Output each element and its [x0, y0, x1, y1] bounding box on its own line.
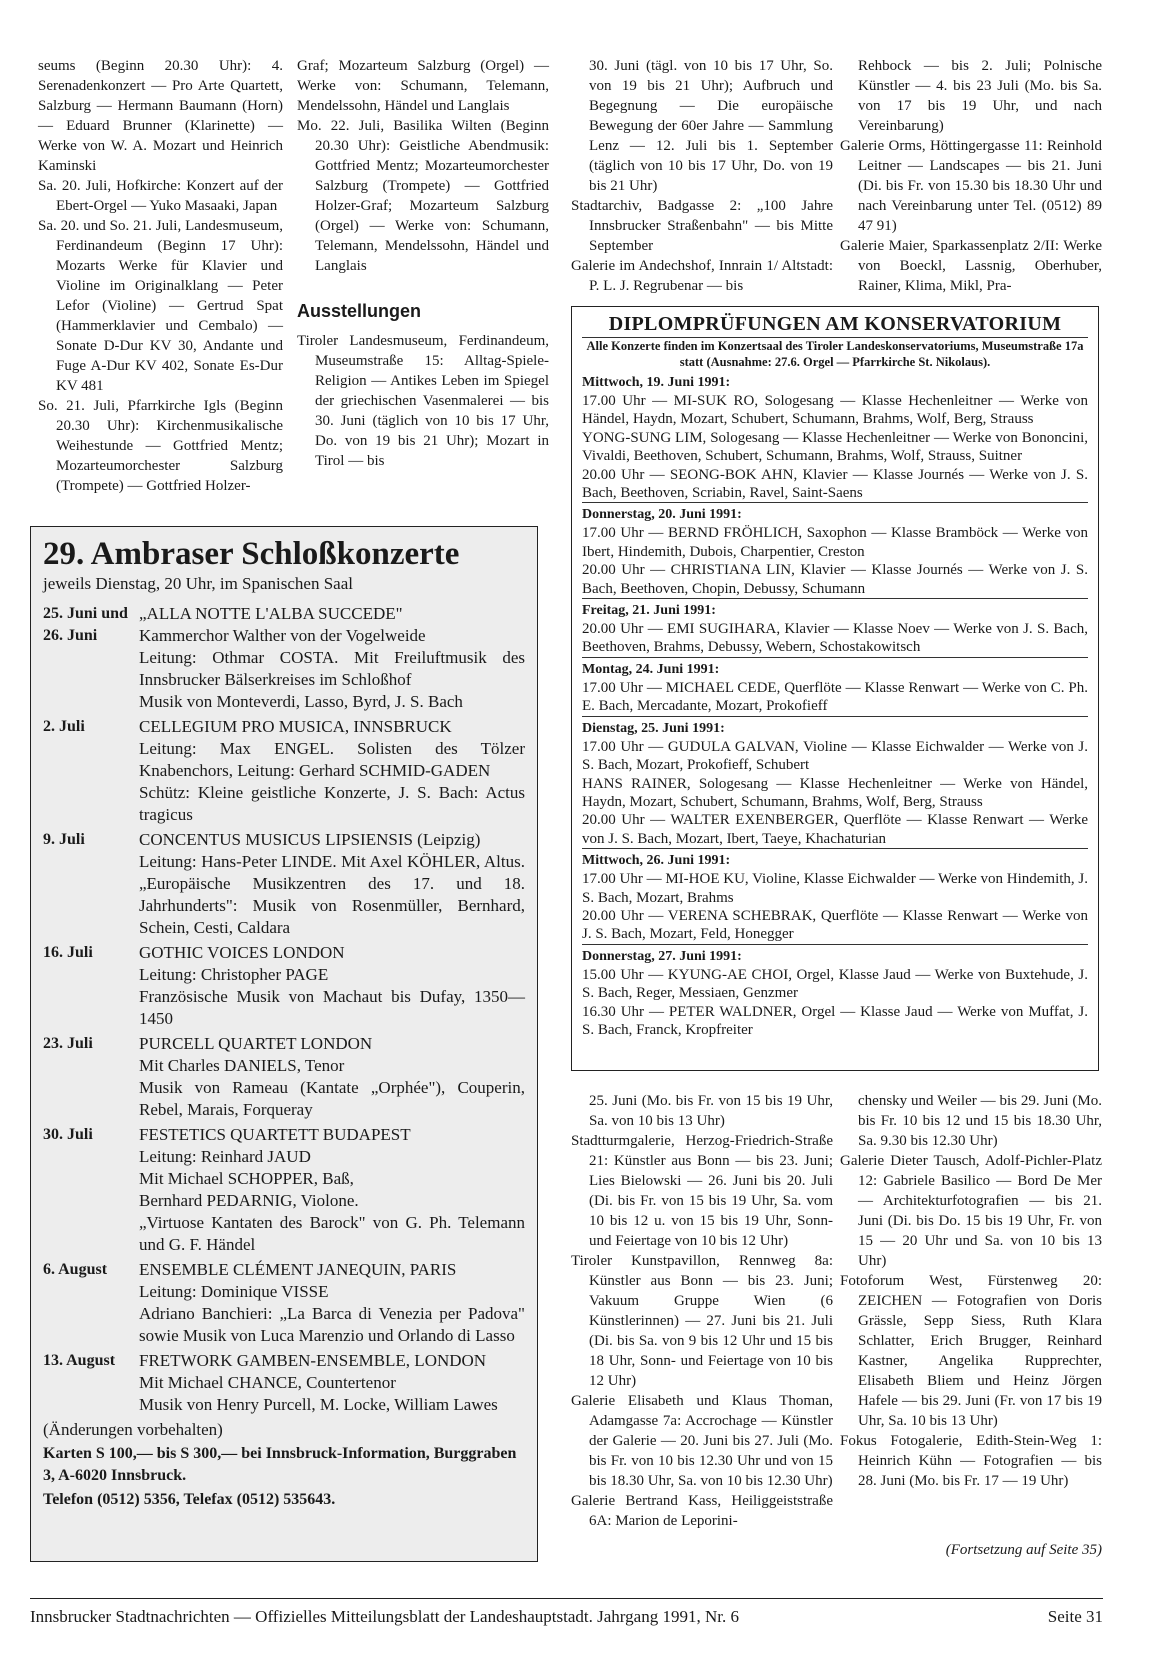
event-date: 13. August [43, 1352, 116, 1369]
event-line: Leitung: Dominique VISSE [139, 1282, 329, 1301]
exam-entry: 17.00 Uhr — GUDULA GALVAN, Violine — Klasse Eichwalder — Werke von J. S. Bach, Mozart, Prokofieff, Schubert [582, 738, 1088, 774]
divider [582, 848, 1088, 849]
column-6 [840, 1091, 1102, 1491]
exam-entry: 17.00 Uhr — MI-HOE KU, Violine, Klasse Eichwalder — Werke von Hindemith, J. S. Bach, Mozart, Brahms [582, 871, 1089, 906]
paragraph: Galerie Dieter Tausch, Adolf-Pichler-Platz 12: Gabriele Basilico — Bord De Mer — Architekturfotografien — bis 21. Juni (Di. bis Do. 15 bis 19 Uhr, Fr. von 15 — 20 Uhr und Sa. von 10 bis 13 Uhr) [840, 1153, 1102, 1269]
paragraph: Graf; Mozarteum Salzburg (Orgel) — Werke von: Schumann, Telemann, Mendelssohn, Händel und Langlais [297, 58, 549, 114]
exam-day-heading: Dienstag, 25. Juni 1991: [582, 720, 725, 736]
event-line: Kammerchor Walther von der Vogelweide [139, 626, 426, 645]
event-line: Mit Michael CHANCE, Countertenor [139, 1373, 396, 1392]
event-line: FRETWORK GAMBEN-ENSEMBLE, LONDON [139, 1351, 487, 1370]
event-row [43, 1033, 525, 1121]
exam-day-heading: Mittwoch, 26. Juni 1991: [582, 853, 731, 869]
event-line: Musik von Monteverdi, Lasso, Byrd, J. S. Bach [139, 692, 463, 711]
divider [582, 657, 1088, 658]
exam-schedule [582, 374, 1088, 1039]
page-number: Seite 31 [1047, 1607, 1103, 1626]
event-date: 16. Juli [43, 944, 93, 961]
paragraph: Tiroler Kunstpavillon, Rennweg 8a: Künstler aus Bonn — bis 23. Juni; Vakuum Gruppe Wien (6 Künstlerinnen) — 27. Juni bis 21. Juli (Di. bis Sa. von 9 bis 12 Uhr und 15 bis 18 Uhr, Sonn- und Feiertage von 10 bis 12 Uhr) [571, 1253, 833, 1389]
event-line: „Virtuose Kantaten des Barock" von G. Ph. Telemann und G. F. Händel [139, 1213, 525, 1254]
paragraph: Galerie Maier, Sparkassenplatz 2/II: Werke von Boeckl, Lassnig, Oberhuber, Rainer, Klima, Mikl, Pra- [840, 238, 1102, 294]
event-line: Leitung: Othmar COSTA. Mit Freiluftmusik des Innsbrucker Bälserkreises im Schloßhof [139, 648, 525, 689]
event-line: Adriano Banchieri: „La Barca di Venezia per Padova" sowie Musik von Luca Marenzio und Orlando di Lasso [139, 1304, 525, 1345]
event-line: Leitung: Hans-Peter LINDE. Mit Axel KÖHLER, Altus. „Europäische Musikzentren des 17. und 18. Jahrhunderts": Musik von Rosenmüller, Bernhard, Schein, Cesti, Caldara [139, 852, 525, 937]
event-line: FESTETICS QUARTETT BUDAPEST [139, 1125, 411, 1144]
exam-entry: 20.00 Uhr — VERENA SCHEBRAK, Querflöte — Klasse Renwart — Werke von J. S. Bach, Mozart, Feld, Honegger [582, 907, 1088, 943]
event-line: GOTHIC VOICES LONDON [139, 943, 345, 962]
paragraph: Galerie Elisabeth und Klaus Thoman, Adamgasse 7a: Accrochage — Künstler der Galerie — 20. Juni bis 27. Juli (Mo. bis Fr. von 10 bis 12.30 Uhr und von 15 bis 18.30 Uhr, Sa. von 10 bis 12.30 Uhr) [571, 1393, 833, 1489]
paragraph: Galerie Bertrand Kass, Heiliggeiststraße 6A: Marion de Leporini- [571, 1493, 833, 1529]
box-intro: Alle Konzerte finden im Konzertsaal des Tiroler Landeskonservatoriums, Museumstraße 17a statt (Ausnahme: 27.6. Orgel — Pfarrkirche St. Nikolaus). [586, 339, 1084, 369]
footer-publication: Innsbrucker Stadtnachrichten — Offizielles Mitteilungsblatt der Landeshauptstadt. Jahrgang 1991, Nr. 6 [30, 1607, 739, 1626]
event-row [43, 829, 525, 939]
exam-entry: 17.00 Uhr — MICHAEL CEDE, Querflöte — Klasse Renwart — Werke von C. Ph. E. Bach, Mercadante, Mozart, Prokofieff [582, 679, 1088, 715]
event-date: 23. Juli [43, 1035, 93, 1052]
paragraph: Fokus Fotogalerie, Edith-Stein-Weg 1: Heinrich Kühn — Fotografien — bis 28. Juni (Mo. bis Fr. 17 — 19 Uhr) [840, 1433, 1102, 1489]
event-line: Leitung: Reinhard JAUD [139, 1147, 311, 1166]
event-line: ENSEMBLE CLÉMENT JANEQUIN, PARIS [139, 1260, 457, 1279]
ticket-info: Karten S 100,— bis S 300,— bei Innsbruck-Information, Burggraben 3, A-6020 Innsbruck. [43, 1445, 517, 1484]
exam-entry: 20.00 Uhr — SEONG-BOK AHN, Klavier — Klasse Journés — Werke von J. S. Bach, Beethoven, Scriabin, Ravel, Saint-Saens [582, 466, 1088, 502]
exam-entry: 15.00 Uhr — KYUNG-AE CHOI, Orgel, Klasse Jaud — Werke von Buxtehude, J. S. Bach, Reger, Messiaen, Genzmer [582, 966, 1088, 1002]
exam-entry: 20.00 Uhr — CHRISTIANA LIN, Klavier — Klasse Journés — Werke von J. S. Bach, Beethoven, Chopin, Debussy, Schumann [582, 562, 1088, 597]
exam-entry: 16.30 Uhr — PETER WALDNER, Orgel — Klasse Jaud — Werke von Muffat, J. S. Bach, Franck, Kropfreiter [582, 1003, 1088, 1038]
paragraph: Galerie im Andechshof, Innrain 1/ Altstadt: P. L. J. Regrubenar — bis [571, 258, 833, 294]
event-line: CELLEGIUM PRO MUSICA, INNSBRUCK [139, 717, 452, 736]
exam-day-heading: Freitag, 21. Juni 1991: [582, 603, 716, 619]
event-line: Mit Charles DANIELS, Tenor [139, 1056, 345, 1075]
event-line: Mit Michael SCHOPPER, Baß, [139, 1169, 354, 1188]
section-heading: Ausstellungen [297, 301, 422, 321]
exam-entry: HANS RAINER, Sologesang — Klasse Hechenleitner — Werke von Händel, Haydn, Mozart, Schubert, Schumann, Brahms, Wolf, Berg, Strauss [582, 775, 1088, 810]
event-line: Schütz: Kleine geistliche Konzerte, J. S. Bach: Actus tragicus [139, 783, 525, 824]
paragraph: Rehbock — bis 2. Juli; Polnische Künstler — 4. bis 23 Juli (Mo. bis Sa. von 17 bis 19 Uhr, und nach Vereinbarung) [858, 58, 1102, 134]
box-subtitle: jeweils Dienstag, 20 Uhr, im Spanischen Saal [43, 574, 353, 593]
exam-day-heading: Montag, 24. Juni 1991: [582, 661, 720, 677]
event-date: 6. August [43, 1261, 108, 1278]
event-line: Musik von Henry Purcell, M. Locke, William Lawes [139, 1395, 498, 1414]
paragraph: seums (Beginn 20.30 Uhr): 4. Serenadenkonzert — Pro Arte Quartett, Salzburg — Hermann Baumann (Horn) — Eduard Brunner (Klarinette) — Werke von W. A. Mozart und Heinrich Kaminski [38, 58, 283, 174]
column-1 [38, 56, 283, 496]
column-5 [571, 1091, 833, 1531]
changes-note: (Änderungen vorbehalten) [43, 1420, 223, 1439]
event-line: Leitung: Max ENGEL. Solisten des Tölzer Knabenchors, Leitung: Gerhard SCHMID-GADEN [139, 739, 525, 780]
paragraph: So. 21. Juli, Pfarrkirche Igls (Beginn 20.30 Uhr): Kirchenmusikalische Weihestunde — Gottfried Mentz; Mozarteumorchester Salzburg (Trompete) — Gottfried Holzer- [38, 398, 283, 494]
event-line: CONCENTUS MUSICUS LIPSIENSIS (Leipzig) [139, 830, 481, 849]
page-footer [30, 1598, 1103, 1629]
column-4 [840, 56, 1102, 296]
event-row [43, 716, 525, 826]
exam-entry: 17.00 Uhr — MI-SUK RO, Sologesang — Klasse Hechenleitner — Werke von Händel, Haydn, Mozart, Schubert, Schumann, Brahms, Wolf, Berg, Strauss [582, 393, 1088, 428]
paragraph: Stadtturmgalerie, Herzog-Friedrich-Straße 21: Künstler aus Bonn — bis 23. Juni; Lies Bielowski — 26. Juni bis 20. Juli (Di. bis Fr. von 15 bis 19 Uhr, Sa. vom 10 bis 12 u. von 15 bis 19 Uhr, Sonn- und Feiertage von 10 bis 12 Uhr) [571, 1133, 833, 1249]
divider [582, 502, 1088, 503]
column-2 [297, 56, 549, 471]
exam-entry: 20.00 Uhr — EMI SUGIHARA, Klavier — Klasse Noev — Werke von J. S. Bach, Beethoven, Brahms, Debussy, Webern, Schostakowitsch [582, 621, 1088, 656]
column-3 [571, 56, 833, 296]
box-title: DIPLOMPRÜFUNGEN AM KONSERVATORIUM [608, 313, 1062, 335]
exam-entry: 17.00 Uhr — BERND FRÖHLICH, Saxophon — Klasse Bramböck — Werke von Ibert, Hindemith, Dubois, Charpentier, Creston [582, 525, 1088, 560]
exam-entry: YONG-SUNG LIM, Sologesang — Klasse Hechenleitner — Werke von Bononcini, Vivaldi, Beethoven, Schubert, Schumann, Brahms, Wolf, Strauss, Suitner [582, 429, 1088, 465]
paragraph: Sa. 20. und So. 21. Juli, Landesmuseum, Ferdinandeum (Beginn 17 Uhr): Mozarts Werke für Klavier und Violine im Originalklang — Peter Lefor (Violine) — Gertrud Spat (Hammerklavier und Cembalo) — Sonate D-Dur KV 30, Andante und Fuge A-Dur KV 402, Sonate Es-Dur KV 481 [38, 218, 283, 394]
phone-info: Telefon (0512) 5356, Telefax (0512) 535643. [43, 1491, 336, 1508]
event-row [43, 1259, 525, 1347]
paragraph: Tiroler Landesmuseum, Ferdinandeum, Museumstraße 15: Alltag-Spiele-Religion — Antikes Leben im Spiegel der griechischen Vasenmalerei — bis 30. Juni (täglich von 10 bis 17 Uhr, Do. von 19 bis 21 Uhr); Mozart in Tirol — bis [297, 333, 549, 469]
exam-day-heading: Mittwoch, 19. Juni 1991: [582, 375, 731, 390]
paragraph: chensky und Weiler — bis 29. Juni (Mo. bis Fr. 10 bis 12 und 15 bis 18.30 Uhr, Sa. 9.30 bis 12.30 Uhr) [858, 1093, 1102, 1149]
divider [582, 598, 1088, 599]
event-line: „ALLA NOTTE L'ALBA SUCCEDE" [139, 604, 403, 623]
paragraph: Stadtarchiv, Badgasse 2: „100 Jahre Innsbrucker Straßenbahn" — bis Mitte September [571, 198, 833, 254]
event-line: Französische Musik von Machaut bis Dufay, 1350— 1450 [139, 987, 525, 1028]
exam-entry: 20.00 Uhr — WALTER EXENBERGER, Querflöte — Klasse Renwart — Werke von J. S. Bach, Mozart, Ibert, Taeye, Khachaturian [582, 812, 1088, 847]
event-line: PURCELL QUARTET LONDON [139, 1034, 373, 1053]
paragraph: Mo. 22. Juli, Basilika Wilten (Beginn 20.30 Uhr): Geistliche Abendmusik: Gottfried Mentz; Mozarteumorchester Salzburg (Trompete) — Gottfried Holzer-Graf; Mozarteum Salzburg (Orgel) — Werke von: Schumann, Telemann, Mendelssohn, Händel und Langlais [297, 118, 549, 274]
event-row [43, 603, 525, 713]
continued-note: (Fortsetzung auf Seite 35) [945, 1542, 1102, 1558]
box-title: 29. Ambraser Schloßkonzerte [43, 536, 460, 572]
exam-day-heading: Donnerstag, 27. Juni 1991: [582, 948, 742, 964]
event-line: Leitung: Christopher PAGE [139, 965, 329, 984]
event-row [43, 1350, 525, 1416]
divider [582, 944, 1088, 945]
event-date: 9. Juli [43, 831, 85, 848]
paragraph: Galerie Orms, Höttingergasse 11: Reinhold Leitner — Landscapes — bis 21. Juni (Di. bis Fr. von 15.30 bis 18.30 Uhr und nach Vereinbarung unter Tel. (0512) 89 47 91) [840, 138, 1102, 234]
exam-day-heading: Donnerstag, 20. Juni 1991: [582, 507, 742, 523]
event-list [43, 603, 525, 1416]
paragraph: Sa. 20. Juli, Hofkirche: Konzert auf der Ebert-Orgel — Yuko Masaaki, Japan [38, 178, 283, 214]
event-date: 2. Juli [43, 718, 85, 735]
event-date: 25. Juni und 26. Juni [43, 605, 128, 644]
event-row [43, 1124, 525, 1256]
event-line: Musik von Rameau (Kantate „Orphée"), Couperin, Rebel, Marais, Forqueray [139, 1078, 525, 1119]
paragraph: Fotoforum West, Fürstenweg 20: ZEICHEN — Fotografien von Doris Grässle, Sepp Siess, Ruth Klara Schlatter, Erich Brugger, Reinhard Kastner, Angelika Rupprechter, Elisabeth Bliem und Heinz Jörgen Hafele — bis 29. Juni (Fr. von 17 bis 19 Uhr, Sa. 10 bis 13 Uhr) [840, 1273, 1102, 1429]
ambraser-concerts-box [30, 526, 538, 1562]
event-line: Bernhard PEDARNIG, Violone. [139, 1191, 359, 1210]
paragraph: 25. Juni (Mo. bis Fr. von 15 bis 19 Uhr, Sa. von 10 bis 13 Uhr) [589, 1093, 833, 1129]
paragraph: 30. Juni (tägl. von 10 bis 17 Uhr, So. von 19 bis 21 Uhr); Aufbruch und Begegnung — Die europäische Bewegung der 60er Jahre — Sammlung Lenz — 12. Juli bis 1. September (täglich von 10 bis 17 Uhr, Do. von 19 bis 21 Uhr) [589, 58, 833, 194]
event-row [43, 942, 525, 1030]
diploma-exams-box [571, 306, 1099, 1071]
event-date: 30. Juli [43, 1126, 93, 1143]
divider [582, 716, 1088, 717]
